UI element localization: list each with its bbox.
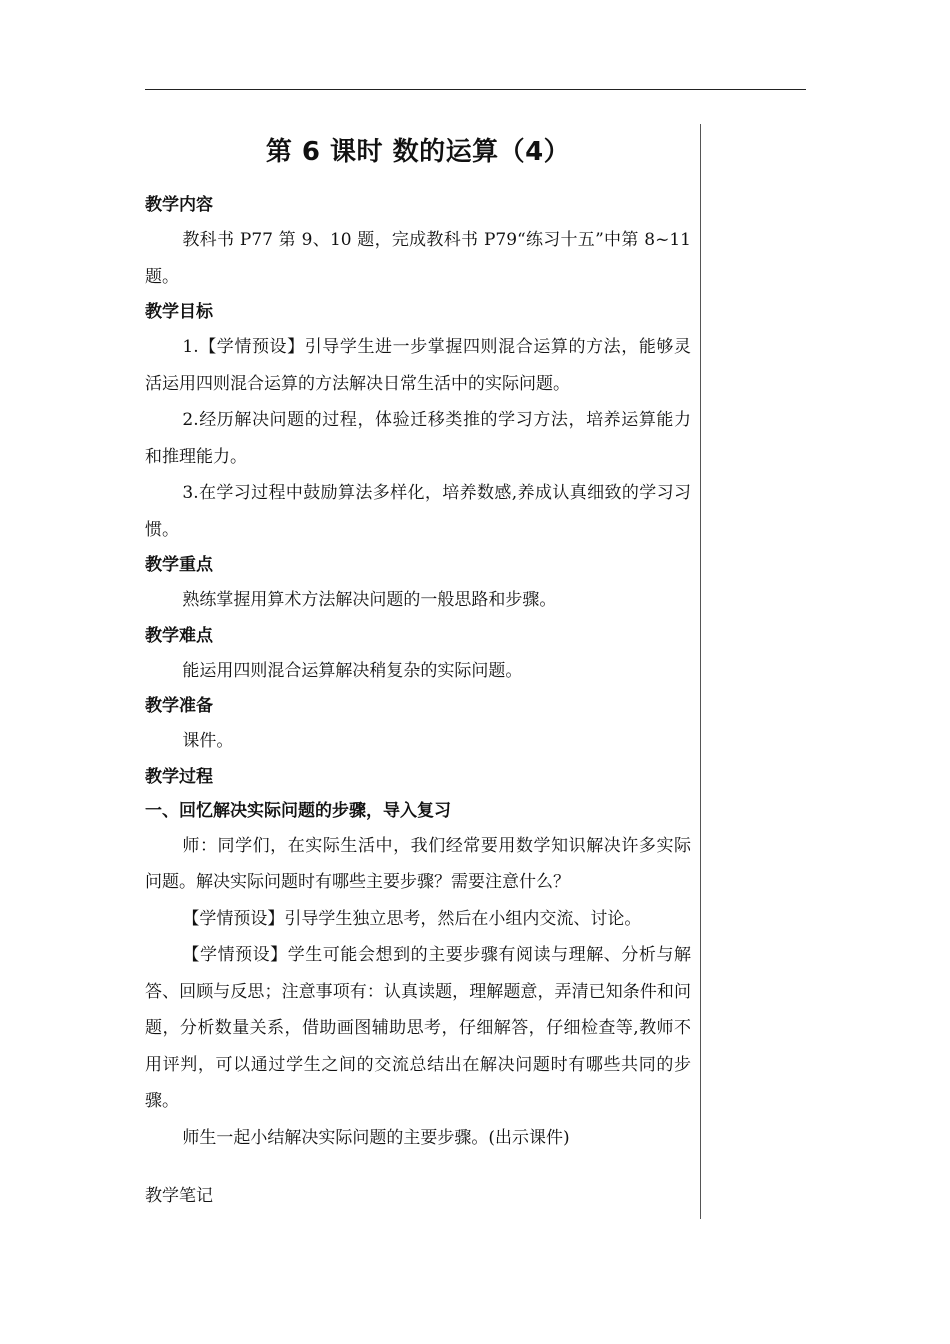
goal-item-1: 1.【学情预设】引导学生进一步掌握四则混合运算的方法，能够灵活运用四则混合运算的方法解决日常生活中的实际问题。 bbox=[145, 337, 691, 394]
step-1-heading: 一、回忆解决实际问题的步骤，导入复习 bbox=[145, 800, 451, 821]
header-rule bbox=[145, 89, 806, 90]
section-heading-difficulties: 教学难点 bbox=[145, 625, 213, 646]
process-paragraph-1: 师：同学们，在实际生活中，我们经常要用数学知识解决许多实际问题。解决实际问题时有哪些主要步骤？需要注意什么？ bbox=[145, 835, 691, 892]
difficulties-text: 能运用四则混合运算解决稍复杂的实际问题。 bbox=[182, 660, 523, 681]
key-points-text: 熟练掌握用算术方法解决问题的一般思路和步骤。 bbox=[182, 590, 557, 610]
lesson-body bbox=[145, 124, 691, 1156]
process-paragraph-2: 【学情预设】引导学生独立思考，然后在小组内交流、讨论。 bbox=[182, 908, 642, 929]
process-paragraph-3: 【学情预设】学生可能会想到的主要步骤有阅读与理解、分析与解答、回顾与反思；注意事项有：认真读题，理解题意，弄清已知条件和问题，分析数量关系，借助画图辅助思考，仔细解答，仔细检查等,教师不用评判，可以通过学生之间的交流总结出在解决问题时有哪些共同的步骤。 bbox=[145, 945, 691, 1111]
goal-item-3: 3.在学习过程中鼓励算法多样化，培养数感,养成认真细致的学习习惯。 bbox=[145, 483, 691, 540]
preparation-text: 课件。 bbox=[182, 731, 234, 751]
section-heading-key-points: 教学重点 bbox=[145, 555, 213, 575]
section-heading-goals: 教学目标 bbox=[145, 302, 213, 322]
teaching-notes-label: 教学笔记 bbox=[145, 1186, 213, 1206]
section-heading-process: 教学过程 bbox=[145, 766, 213, 787]
content-text: 教科书 P77 第 9、10 题，完成教科书 P79“练习十五”中第 8~11 题。 bbox=[145, 230, 691, 287]
section-heading-content: 教学内容 bbox=[145, 195, 213, 215]
lesson-title: 第 6 课时 数的运算（4） bbox=[265, 137, 571, 167]
section-heading-preparation: 教学准备 bbox=[145, 696, 213, 716]
goal-item-2: 2.经历解决问题的过程，体验迁移类推的学习方法，培养运算能力和推理能力。 bbox=[145, 410, 691, 467]
process-paragraph-4: 师生一起小结解决实际问题的主要步骤。(出示课件) bbox=[182, 1127, 570, 1148]
margin-divider bbox=[700, 124, 701, 1219]
